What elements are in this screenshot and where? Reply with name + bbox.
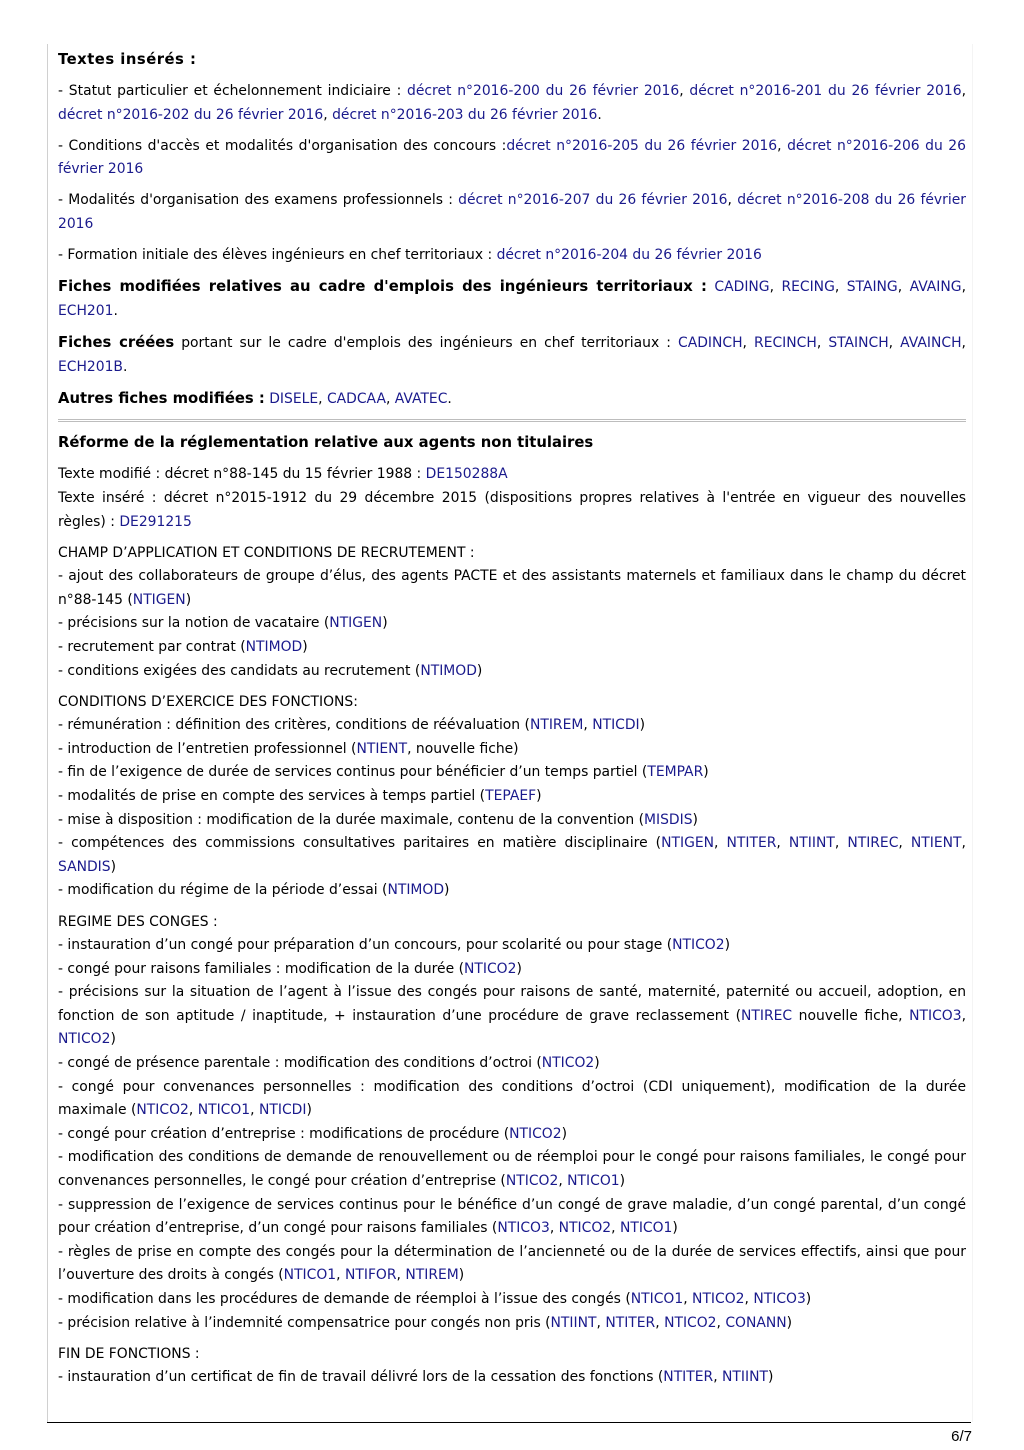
fiche-link[interactable]: NTIGEN — [132, 591, 186, 608]
fiche-link[interactable]: CADINCH — [678, 334, 743, 351]
fiche-link[interactable]: RECING — [781, 279, 835, 296]
list-item: - précisions sur la notion de vacataire (NTIGEN) — [58, 615, 388, 632]
fiches-creees: Fiches créées portant sur le cadre d'emplois des ingénieurs en chef territoriaux : CADINCH, RECINCH, STAINCH, AVAINCH, ECH201B. — [58, 333, 966, 375]
fiche-link[interactable]: NTICO2 — [505, 1173, 559, 1190]
fiche-link[interactable]: NTICO1 — [619, 1220, 673, 1237]
fiche-link[interactable]: NTITER — [605, 1314, 656, 1331]
fiche-link[interactable]: NTICO2 — [136, 1102, 189, 1119]
list-item: - règles de prise en compte des congés pour la détermination de l’ancienneté ou de la durée de services effectifs, ainsi que pour l’ouverture des droits à congés (NTICO1, NTIFOR, NTIREM) — [58, 1243, 966, 1284]
block-exercice-fonctions: CONDITIONS D’EXERCICE DES FONCTIONS: - rémunération : définition des critères, conditions de réévaluation (NTIREM, NTICDI) - introduction de l’entretien professionnel (NTIENT, nouvelle fiche) - fin de l’exigence de durée de services continus pour bénéficier d’un temps partiel (TEMPAR) - modalités de prise en compte des services à temps partiel (TEPAEF) - mise à disposition : modification de la durée maximale, contenu de la convention (MISDIS) - compétences des commissions consultatives paritaires en matière disciplinaire (NTIGEN, NTITER, NTIINT, NTIREC, NTIENT, SANDIS) - modification du régime de la période d’essai (NTIMOD) — [58, 691, 966, 903]
decree-link[interactable]: décret n°2016-207 du 26 février 2016 — [458, 192, 728, 209]
fiche-link[interactable]: NTIREC — [847, 835, 899, 852]
fiche-link[interactable]: NTITER — [726, 835, 777, 852]
list-item: - conditions exigées des candidats au recrutement (NTIMOD) — [58, 662, 483, 679]
fiche-link[interactable]: NTIREC — [740, 1007, 793, 1024]
fiche-link[interactable]: NTICO2 — [509, 1125, 562, 1142]
block-regime-conges: REGIME DES CONGES : - instauration d’un congé pour préparation d’un concours, pour scolarité ou pour stage (NTICO2) - congé pour raisons familiales : modification de la durée (NTICO2) - précisions sur la situation de l’agent à l’issue des congés pour raisons de santé, maternité, paternité ou accueil, adoption, en fonction de son aptitude / inaptitude, + instauration d’une procédure de grave reclassement (NTIREC nouvelle fiche, NTICO3, NTICO2) - congé de présence parentale : modification des conditions d’octroi (NTICO2) - congé pour convenances personnelles : modification des conditions d’octroi (CDI uniquement), modification de la durée maximale (NTICO2, NTICO1, NTICDI) - congé pour création d’entreprise : modifications de procédure (NTICO2) - modification des conditions de demande de renouvellement ou de réemploi pour le congé pour raisons familiales, le congé pour convenances personnelles, le congé pour création d’entreprise (NTICO2, NTICO1) - suppression de l’exigence de services continus pour le bénéfice d’un congé de grave maladie, d’un congé parental, d’un congé pour création d’entreprise, d’un congé pour raisons familiales (NTICO3, NTICO2, NTICO1) - règles de prise en compte des congés pour la détermination de l’ancienneté ou de la durée de services effectifs, ainsi que pour l’ouverture des droits à congés (NTICO1, NTIFOR, NTIREM) - modification dans les procédures de demande de réemploi à l’issue des congés (NTICO1, NTICO2, NTICO3) - précision relative à l’indemnité compensatrice pour congés non pris (NTIINT, NTITER, NTICO2, CONANN) — [58, 911, 966, 1336]
fiche-link[interactable]: ECH201 — [58, 302, 114, 319]
paragraph-concours: - Conditions d'accès et modalités d'organisation des concours :décret n°2016-205 du 26 février 2016, décret n°2016-206 du 26 février 2016 — [58, 137, 966, 178]
list-item: - introduction de l’entretien professionnel (NTIENT, nouvelle fiche) — [58, 740, 519, 757]
fiche-link[interactable]: CONANN — [725, 1314, 787, 1331]
list-item: - recrutement par contrat (NTIMOD) — [58, 638, 308, 655]
list-item: - fin de l’exigence de durée de services continus pour bénéficier d’un temps partiel (TEMPAR) — [58, 764, 709, 781]
fiche-link[interactable]: NTICDI — [592, 717, 640, 734]
fiche-link[interactable]: NTIENT — [910, 835, 962, 852]
fiche-link[interactable]: DISELE — [269, 390, 319, 407]
decree-link[interactable]: décret n°2016-200 du 26 février 2016 — [407, 83, 680, 100]
fiche-link[interactable]: TEPAEF — [485, 788, 537, 805]
list-item: - instauration d’un certificat de fin de travail délivré lors de la cessation des fonctions (NTITER, NTIINT) — [58, 1369, 774, 1386]
list-item: - suppression de l’exigence de services continus pour le bénéfice d’un congé de grave maladie, d’un congé parental, d’un congé pour création d’entreprise, d’un congé pour raisons familiales (NTICO3, NTICO2, NTICO1) — [58, 1196, 966, 1237]
fiche-link[interactable]: MISDIS — [644, 811, 693, 828]
fiche-link[interactable]: NTICO2 — [558, 1220, 612, 1237]
fiche-link[interactable]: NTIREM — [529, 717, 584, 734]
fiche-link[interactable]: NTIENT — [356, 740, 408, 757]
fiche-link[interactable]: NTICO2 — [541, 1055, 595, 1072]
decree-link[interactable]: décret n°2016-208 du 26 février 2016 — [58, 192, 966, 233]
fiche-link[interactable]: NTIFOR — [344, 1267, 397, 1284]
page-number: 6/7 — [951, 1428, 972, 1445]
fiche-link[interactable]: NTICO2 — [58, 1031, 111, 1048]
list-item: - congé pour convenances personnelles : modification des conditions d’octroi (CDI uniquement), modification de la durée maximale (NTICO2, NTICO1, NTICDI) — [58, 1078, 966, 1119]
list-item: - rémunération : définition des critères, conditions de réévaluation (NTIREM, NTICDI) — [58, 717, 646, 734]
fiche-link[interactable]: NTIMOD — [245, 638, 303, 655]
fiche-link[interactable]: NTICO2 — [692, 1291, 745, 1307]
list-item: - modification du régime de la période d’essai (NTIMOD) — [58, 882, 450, 899]
fiche-link[interactable]: NTIGEN — [661, 835, 715, 852]
fiche-link[interactable]: AVAING — [909, 279, 962, 296]
list-item: - congé pour création d’entreprise : modifications de procédure (NTICO2) — [58, 1125, 568, 1142]
decree-link[interactable]: décret n°2016-201 du 26 février 2016 — [689, 83, 962, 100]
paragraph-statut: - Statut particulier et échelonnement indiciaire : décret n°2016-200 du 26 février 2016, décret n°2016-201 du 26 février 2016, décret n°2016-202 du 26 février 2016, décret n°2016-203 du 26 février 2016. — [58, 83, 966, 123]
footer-divider — [47, 1422, 971, 1423]
fiche-link[interactable]: NTICO1 — [567, 1173, 620, 1190]
list-item: - congé pour raisons familiales : modification de la durée (NTICO2) — [58, 960, 522, 977]
paragraph-formation: - Formation initiale des élèves ingénieurs en chef territoriaux : décret n°2016-204 du 26 février 2016 — [58, 247, 762, 264]
list-item: - ajout des collaborateurs de groupe d’élus, des agents PACTE et des assistants maternels et familiaux dans le champ du décret n°88-145 (NTIGEN) — [58, 568, 966, 608]
text-link[interactable]: DE291215 — [119, 513, 192, 530]
fiches-modifiees: Fiches modifiées relatives au cadre d'emplois des ingénieurs territoriaux : CADING, RECING, STAING, AVAING, ECH201. — [58, 278, 966, 319]
fiche-link[interactable]: CADCAA — [326, 390, 386, 407]
fiche-link[interactable]: STAING — [846, 279, 898, 296]
fiche-link[interactable]: CADING — [714, 279, 770, 296]
fiche-link[interactable]: AVAINCH — [900, 334, 962, 351]
fiche-link[interactable]: NTIINT — [722, 1369, 768, 1386]
section-title-inserted: Textes insérés : — [58, 51, 197, 68]
fiche-link[interactable]: NTIREM — [405, 1267, 459, 1284]
list-item: - précision relative à l’indemnité compensatrice pour congés non pris (NTIINT, NTITER, NTICO2, CONANN) — [58, 1314, 793, 1331]
decree-link[interactable]: décret n°2016-204 du 26 février 2016 — [496, 247, 762, 264]
fiche-link[interactable]: NTIGEN — [329, 615, 383, 632]
section-divider — [58, 419, 966, 425]
fiche-link[interactable]: NTICO2 — [672, 937, 725, 954]
list-item: - modalités de prise en compte des services à temps partiel (TEPAEF) — [58, 788, 542, 805]
list-item: - congé de présence parentale : modification des conditions d’octroi (NTICO2) — [58, 1055, 600, 1072]
decree-link[interactable]: décret n°2016-203 du 26 février 2016 — [332, 106, 598, 123]
fiche-link[interactable]: NTIMOD — [387, 882, 445, 899]
fiche-link[interactable]: NTICO3 — [909, 1007, 962, 1024]
fiche-link[interactable]: NTIINT — [550, 1314, 597, 1331]
paragraph-examens: - Modalités d'organisation des examens professionnels : décret n°2016-207 du 26 février 2016, décret n°2016-208 du 26 février 2016 — [58, 192, 966, 233]
block-champ-application: CHAMP D’APPLICATION ET CONDITIONS DE RECRUTEMENT : - ajout des collaborateurs de groupe d’élus, des agents PACTE et des assistants maternels et familiaux dans le champ du décret n°88-145 (NTIGEN) - précisions sur la notion de vacataire (NTIGEN) - recrutement par contrat (NTIMOD) - conditions exigées des candidats au recrutement (NTIMOD) — [58, 542, 966, 684]
list-item: - instauration d’un congé pour préparation d’un concours, pour scolarité ou pour stage (NTICO2) — [58, 937, 731, 954]
list-item: - modification des conditions de demande de renouvellement ou de réemploi pour le congé pour raisons familiales, le congé pour convenances personnelles, le congé pour création d’entreprise (NTICO2, NTICO1) — [58, 1149, 966, 1190]
fiche-link[interactable]: AVATEC — [394, 390, 448, 407]
textes-reference: Texte modifié : décret n°88-145 du 15 février 1988 : DE150288A Texte inséré : décret n°2015-1912 du 29 décembre 2015 (dispositions propres relatives à l'entrée en vigueur des nouvelles règles) : DE291215 — [58, 466, 966, 530]
fiche-link[interactable]: RECINCH — [754, 334, 817, 351]
fiche-link[interactable]: NTICO1 — [630, 1291, 684, 1307]
block-fin-fonctions: FIN DE FONCTIONS : - instauration d’un certificat de fin de travail délivré lors de la cessation des fonctions (NTITER, NTIINT) — [58, 1343, 966, 1390]
fiche-link[interactable]: NTICO2 — [464, 960, 517, 977]
fiche-link[interactable]: NTITER — [663, 1369, 714, 1386]
fiche-link[interactable]: STAINCH — [828, 334, 889, 351]
fiche-link[interactable]: NTIMOD — [420, 662, 477, 679]
decree-link[interactable]: décret n°2016-202 du 26 février 2016 — [58, 106, 324, 123]
fiche-link[interactable]: TEMPAR — [647, 764, 704, 781]
fiche-link[interactable]: ECH201B — [58, 358, 123, 375]
decree-link[interactable]: décret n°2016-205 du 26 février 2016 — [506, 137, 778, 154]
list-item: - mise à disposition : modification de la durée maximale, contenu de la convention (MISDIS) — [58, 811, 698, 828]
decree-link[interactable]: décret n°2016-206 du 26 février 2016 — [58, 137, 966, 178]
autres-fiches: Autres fiches modifiées : DISELE, CADCAA, AVATEC. — [58, 389, 452, 407]
list-item: - précisions sur la situation de l’agent à l’issue des congés pour raisons de santé, maternité, paternité ou accueil, adoption, en fonction de son aptitude / inaptitude, + instauration d’une procédure de grave reclassement (NTIREC nouvelle fiche, NTICO3, NTICO2) — [58, 984, 966, 1048]
fiche-link[interactable]: NTICO1 — [197, 1102, 251, 1119]
document-page — [47, 44, 973, 1422]
fiche-link[interactable]: NTICO2 — [664, 1314, 717, 1331]
text-link[interactable]: DE150288A — [425, 466, 508, 483]
page-content — [48, 44, 972, 1390]
fiche-link[interactable]: NTICO3 — [753, 1291, 806, 1307]
fiche-link[interactable]: SANDIS — [58, 858, 111, 875]
list-item: - modification dans les procédures de demande de réemploi à l’issue des congés (NTICO1, NTICO2, NTICO3) — [58, 1291, 812, 1307]
fiche-link[interactable]: NTIINT — [788, 835, 835, 852]
list-item: - compétences des commissions consultatives paritaires en matière disciplinaire (NTIGEN, NTITER, NTIINT, NTIREC, NTIENT, SANDIS) — [58, 835, 966, 875]
fiche-link[interactable]: NTICDI — [259, 1102, 307, 1119]
fiche-link[interactable]: NTICO3 — [497, 1220, 550, 1237]
section-title-reforme: Réforme de la réglementation relative aux agents non titulaires — [58, 434, 594, 452]
fiche-link[interactable]: NTICO1 — [283, 1267, 337, 1284]
